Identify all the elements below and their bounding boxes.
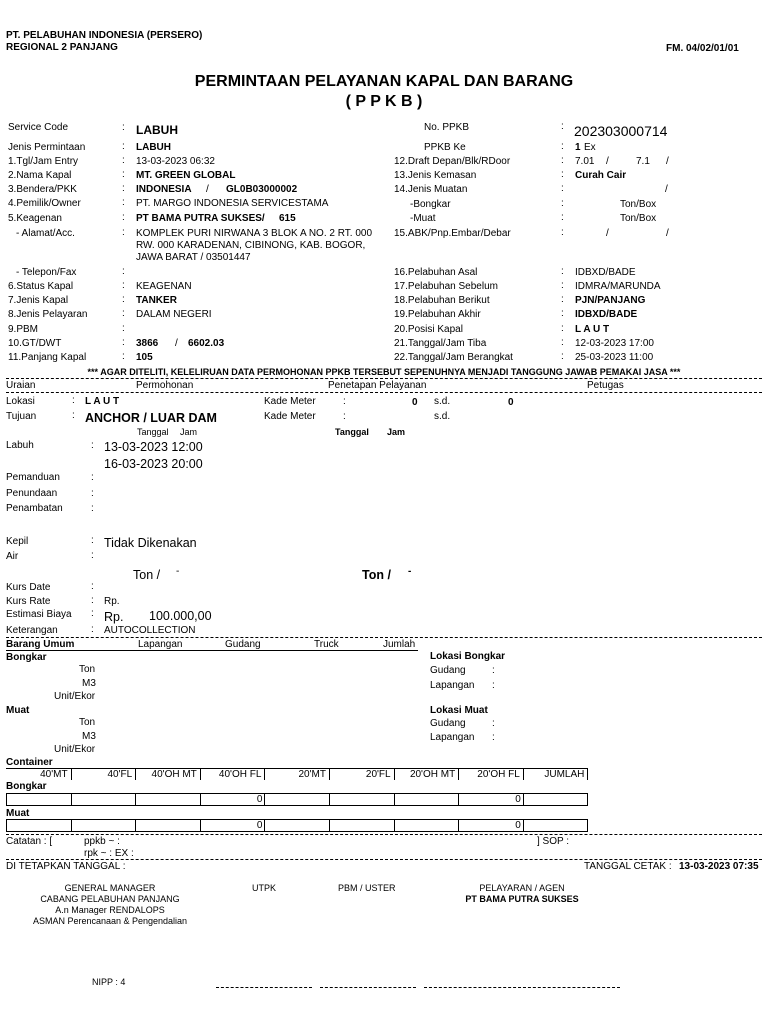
unit-m3: M3 — [82, 678, 96, 689]
region-name: REGIONAL 2 PANJANG — [6, 42, 118, 53]
pel-berikut-value: PJN/PANJANG — [575, 295, 646, 306]
container-cell: 0 — [515, 794, 521, 805]
colon: : — [561, 183, 564, 194]
keagenan-code: 615 — [279, 213, 296, 224]
gt-dwt-label: 10.GT/DWT — [8, 338, 62, 349]
posisi-value: L A U T — [575, 324, 610, 335]
column-divider — [135, 819, 136, 832]
column-divider — [135, 793, 136, 806]
estimasi-currency: Rp. — [104, 610, 124, 624]
pkk-value: GL0B03000002 — [226, 184, 298, 195]
labuh-end: 16-03-2023 20:00 — [104, 457, 203, 471]
column-divider — [71, 768, 72, 780]
container-header-cell: 20'FL — [365, 769, 391, 780]
no-ppkb-label: No. PPKB — [424, 122, 470, 133]
container-header-cell: 40'MT — [40, 769, 68, 780]
gm-branch: CABANG PELABUHAN PANJANG — [40, 894, 180, 904]
air-dash-penetapan: - — [408, 566, 412, 577]
signature-line-agen — [424, 987, 620, 988]
kepil-value: Tidak Dikenakan — [104, 536, 197, 550]
colon: : — [122, 197, 125, 208]
truck-header: Truck — [314, 639, 339, 650]
signature-line-pbm — [320, 987, 416, 988]
colon: : — [561, 155, 564, 166]
bongkar-label: -Bongkar — [410, 199, 451, 210]
gm-title: GENERAL MANAGER — [64, 883, 156, 893]
column-divider — [523, 819, 524, 832]
container-header-cell: 40'OH MT — [151, 769, 197, 780]
agen-name: PT BAMA PUTRA SUKSES — [465, 894, 579, 904]
panjang-kapal-label: 11.Panjang Kapal — [8, 352, 87, 363]
column-divider — [264, 768, 265, 780]
separator: / — [665, 184, 668, 195]
sd-label: s.d. — [434, 396, 451, 407]
separator: / — [666, 228, 669, 239]
colon: : — [122, 141, 125, 152]
column-divider — [394, 819, 395, 832]
colon: : — [561, 141, 564, 152]
air-ton-penetapan: Ton / — [362, 568, 391, 582]
colon: : — [91, 581, 94, 592]
container-header-cell: 40'FL — [107, 769, 133, 780]
alamat-line-2: RW. 000 KARADENAN, CIBINONG, KAB. BOGOR, — [136, 240, 366, 251]
colon: : — [122, 183, 125, 194]
air-ton-permohonan: Ton / — [133, 568, 161, 582]
draft-depan: 7.01 — [575, 156, 595, 167]
pel-asal-value: IDBXD/BADE — [575, 267, 636, 278]
unit-ton: Ton — [79, 664, 96, 675]
colon: : — [72, 395, 75, 406]
colon: : — [72, 410, 75, 421]
container-header-cell: 20'MT — [298, 769, 326, 780]
colon: : — [492, 718, 495, 729]
jenis-permintaan-value: LABUH — [136, 142, 171, 153]
tanggal-header: Tanggal — [137, 427, 169, 437]
unit-ekor: Unit/Ekor — [54, 691, 96, 702]
colon: : — [561, 121, 564, 132]
service-code-value: LABUH — [136, 123, 178, 137]
tanggal-cetak-label: TANGGAL CETAK : — [584, 861, 672, 872]
muat-label: -Muat — [410, 213, 436, 224]
colon: : — [561, 323, 564, 334]
container-header-cell: JUMLAH — [544, 769, 585, 780]
column-divider — [458, 768, 459, 780]
colon: : — [91, 595, 94, 606]
company-name: PT. PELABUHAN INDONESIA (PERSERO) — [6, 30, 203, 41]
divider — [6, 834, 762, 835]
nipp-label: NIPP : 4 — [92, 977, 126, 987]
container-cell: 0 — [256, 820, 263, 831]
no-ppkb-value: 202303000714 — [574, 123, 668, 139]
colon: : — [343, 411, 346, 422]
column-divider — [394, 768, 395, 780]
labuh-label: Labuh — [6, 440, 34, 451]
column-divider — [71, 793, 72, 806]
colon: : — [561, 212, 564, 223]
kade-meter-label: Kade Meter — [264, 396, 316, 407]
permohonan-header: Permohonan — [136, 380, 194, 391]
bongkar-unit: Ton/Box — [620, 199, 657, 210]
muat-title: Muat — [6, 705, 30, 716]
column-divider — [264, 819, 265, 832]
colon: : — [492, 732, 495, 743]
jam-header-penetapan: Jam — [387, 427, 406, 437]
tanggal-header-penetapan: Tanggal — [335, 427, 369, 437]
labuh-start: 13-03-2023 12:00 — [104, 440, 203, 454]
tgl-entry-value: 13-03-2023 06:32 — [136, 156, 215, 167]
colon: : — [122, 280, 125, 291]
colon: : — [122, 294, 125, 305]
colon: : — [343, 396, 346, 407]
kade-meter-from: 0 — [412, 397, 418, 408]
colon: : — [91, 608, 94, 619]
column-divider — [200, 768, 201, 780]
nama-kapal-value: MT. GREEN GLOBAL — [136, 170, 236, 181]
separator: / — [606, 228, 609, 239]
jumlah-header: Jumlah — [383, 639, 416, 650]
berangkat-value: 25-03-2023 11:00 — [575, 352, 654, 363]
lokasi-bongkar-title: Lokasi Bongkar — [430, 651, 506, 662]
jam-header: Jam — [180, 427, 198, 437]
column-divider — [523, 793, 524, 806]
ppkb-note: ppkb ~ : — [84, 836, 120, 847]
gm-asman: ASMAN Perencanaan & Pengendalian — [32, 916, 188, 926]
kurs-date-label: Kurs Date — [6, 582, 51, 593]
colon: : — [122, 337, 125, 348]
uraian-header: Uraian — [6, 380, 36, 391]
gm-an: A.n Manager RENDALOPS — [55, 905, 165, 915]
alamat-line-1: KOMPLEK PURI NIRWANA 3 BLOK A NO. 2 RT. 000 — [136, 228, 373, 239]
tiba-value: 12-03-2023 17:00 — [575, 338, 654, 349]
document-subtitle: ( P P K B ) — [345, 93, 423, 110]
colon: : — [91, 535, 94, 546]
form-number: FM. 04/02/01/01 — [666, 43, 739, 54]
column-divider — [135, 768, 136, 780]
service-code-label: Service Code — [8, 122, 69, 133]
colon: : — [122, 169, 125, 180]
column-divider — [329, 793, 330, 806]
signature-line-utpk — [216, 987, 312, 988]
separator: / — [606, 156, 609, 167]
ditetapkan-label: DI TETAPKAN TANGGAL : — [6, 861, 126, 872]
utpk-title: UTPK — [252, 883, 277, 893]
colon: : — [122, 351, 125, 362]
unit-ton: Ton — [79, 717, 96, 728]
agen-title: PELAYARAN / AGEN — [479, 883, 565, 893]
abk-label: 15.ABK/Pnp.Embar/Debar — [394, 228, 511, 239]
kade-meter-to: 0 — [508, 397, 514, 408]
bongkar-title: Bongkar — [6, 652, 47, 663]
tgl-entry-label: 1.Tgl/Jam Entry — [8, 156, 79, 167]
sop-note: ] SOP : — [537, 836, 570, 847]
pel-akhir-value: IDBXD/BADE — [575, 309, 638, 320]
status-kapal-value: KEAGENAN — [136, 281, 192, 292]
kurs-rate-label: Kurs Rate — [6, 596, 51, 607]
kemasan-value: Curah Cair — [575, 170, 627, 181]
pel-sebelum-value: IDMRA/MARUNDA — [575, 281, 661, 292]
notice-banner: *** AGAR DITELITI, KELELIRUAN DATA PERMOHONAN PPKB TERSEBUT SEPENUHNYA MENJADI TANGGUNG JAWAB PEMAKAI JASA *** — [87, 367, 681, 377]
lokasi-label: Lokasi — [6, 396, 35, 407]
separator: / — [175, 338, 178, 349]
pel-sebelum-label: 17.Pelabuhan Sebelum — [394, 281, 498, 292]
gudang-header: Gudang — [225, 639, 261, 650]
colon: : — [91, 440, 94, 451]
divider — [6, 637, 762, 638]
colon: : — [122, 266, 125, 277]
pbm-label: 9.PBM — [8, 324, 39, 335]
telepon-label: - Telepon/Fax — [16, 267, 77, 278]
muatan-label: 14.Jenis Muatan — [394, 184, 468, 195]
unit-m3: M3 — [82, 731, 96, 742]
container-header-cell: 20'OH FL — [477, 769, 520, 780]
tujuan-label: Tujuan — [6, 411, 37, 422]
rpk-note: rpk ~ : EX : — [84, 848, 134, 859]
colon: : — [561, 266, 564, 277]
tujuan-value: ANCHOR / LUAR DAM — [85, 411, 217, 425]
pel-asal-label: 16.Pelabuhan Asal — [394, 267, 478, 278]
colon: : — [91, 488, 94, 499]
kurs-rate-currency: Rp. — [104, 596, 120, 607]
ppkb-ke-suffix: Ex — [584, 142, 596, 153]
colon: : — [91, 503, 94, 514]
container-title: Container — [6, 757, 53, 768]
container-cell: 0 — [256, 794, 263, 805]
gudang-label: Gudang — [430, 718, 466, 729]
pbm-uster-title: PBM / USTER — [338, 883, 396, 893]
colon: : — [561, 351, 564, 362]
draft-label: 12.Draft Depan/Blk/RDoor — [394, 156, 511, 167]
colon: : — [122, 308, 125, 319]
colon: : — [492, 665, 495, 676]
draft-belakang: 7.1 — [636, 156, 650, 167]
penundaan-label: Penundaan — [6, 488, 58, 499]
colon: : — [492, 680, 495, 691]
kemasan-label: 13.Jenis Kemasan — [394, 170, 477, 181]
divider — [6, 392, 762, 393]
bendera-value: INDONESIA — [136, 184, 192, 195]
penetapan-header: Penetapan Pelayanan — [328, 380, 427, 391]
separator: / — [666, 156, 669, 167]
catatan-label: Catatan : [ — [6, 836, 53, 847]
column-divider — [71, 819, 72, 832]
air-dash-permohonan: - — [176, 566, 180, 577]
lapangan-header: Lapangan — [138, 639, 183, 650]
dwt-value: 6602.03 — [188, 338, 225, 349]
jenis-kapal-value: TANKER — [136, 295, 177, 306]
pel-berikut-label: 18.Pelabuhan Berikut — [394, 295, 490, 306]
colon: : — [91, 624, 94, 635]
ppkb-ke-label: PPKB Ke — [424, 142, 466, 153]
lokasi-muat-title: Lokasi Muat — [430, 705, 488, 716]
ppkb-ke-value: 1 — [575, 142, 581, 153]
column-divider — [329, 768, 330, 780]
separator: / — [206, 184, 209, 195]
column-divider — [587, 768, 588, 780]
colon: : — [561, 308, 564, 319]
petugas-header: Petugas — [587, 380, 624, 391]
column-divider — [394, 793, 395, 806]
keagenan-value: PT BAMA PUTRA SUKSES/ — [136, 213, 265, 224]
lapangan-label: Lapangan — [430, 732, 475, 743]
colon: : — [561, 198, 564, 209]
container-header-cell: 20'OH MT — [409, 769, 456, 780]
gt-value: 3866 — [136, 338, 159, 349]
alamat-line-3: JAWA BARAT / 03501447 — [136, 252, 251, 263]
colon: : — [122, 212, 125, 223]
pemilik-value: PT. MARGO INDONESIA SERVICESTAMA — [136, 198, 329, 209]
lapangan-label: Lapangan — [430, 680, 475, 691]
container-bongkar-label: Bongkar — [6, 781, 47, 792]
muat-unit: Ton/Box — [620, 213, 657, 224]
jenis-permintaan-label: Jenis Permintaan — [8, 142, 86, 153]
jenis-kapal-label: 7.Jenis Kapal — [8, 295, 69, 306]
penambatan-label: Penambatan — [6, 503, 63, 514]
status-kapal-label: 6.Status Kapal — [8, 281, 74, 292]
gudang-label: Gudang — [430, 665, 466, 676]
column-divider — [523, 768, 524, 780]
barang-umum-title: Barang Umum — [6, 639, 75, 650]
pemilik-label: 4.Pemilik/Owner — [8, 198, 81, 209]
lokasi-value: L A U T — [85, 396, 120, 407]
colon: : — [561, 227, 564, 238]
column-divider — [329, 819, 330, 832]
container-muat-label: Muat — [6, 808, 30, 819]
divider — [6, 650, 418, 651]
air-label: Air — [6, 551, 19, 562]
jenis-pelayaran-value: DALAM NEGERI — [136, 309, 212, 320]
keagenan-label: 5.Keagenan — [8, 213, 62, 224]
unit-ekor: Unit/Ekor — [54, 744, 96, 755]
keterangan-value: AUTOCOLLECTION — [104, 625, 196, 636]
estimasi-value: 100.000,00 — [149, 609, 212, 623]
sd-label: s.d. — [434, 411, 451, 422]
colon: : — [122, 323, 125, 334]
document-title: PERMINTAAN PELAYANAN KAPAL DAN BARANG — [194, 73, 574, 90]
keterangan-label: Keterangan — [6, 625, 58, 636]
pemanduan-label: Pemanduan — [6, 472, 60, 483]
colon: : — [91, 550, 94, 561]
pel-akhir-label: 19.Pelabuhan Akhir — [394, 309, 481, 320]
container-cell: 0 — [515, 820, 521, 831]
colon: : — [561, 169, 564, 180]
bendera-label: 3.Bendera/PKK — [8, 184, 77, 195]
panjang-kapal-value: 105 — [136, 352, 153, 363]
column-divider — [264, 793, 265, 806]
nama-kapal-label: 2.Nama Kapal — [8, 170, 72, 181]
alamat-label: - Alamat/Acc. — [16, 228, 75, 239]
colon: : — [561, 294, 564, 305]
colon: : — [122, 122, 125, 133]
jenis-pelayaran-label: 8.Jenis Pelayaran — [8, 309, 88, 320]
kepil-label: Kepil — [6, 536, 29, 547]
berangkat-label: 22.Tanggal/Jam Berangkat — [394, 352, 513, 363]
posisi-label: 20.Posisi Kapal — [394, 324, 463, 335]
estimasi-label: Estimasi Biaya — [6, 609, 72, 620]
divider — [6, 859, 762, 860]
tanggal-cetak-value: 13-03-2023 07:35 — [679, 861, 759, 872]
colon: : — [561, 280, 564, 291]
tiba-label: 21.Tanggal/Jam Tiba — [394, 338, 487, 349]
colon: : — [122, 227, 125, 238]
container-header-cell: 40'OH FL — [218, 769, 262, 780]
colon: : — [91, 472, 94, 483]
colon: : — [561, 337, 564, 348]
kade-meter-label: Kade Meter — [264, 411, 316, 422]
divider — [6, 378, 762, 379]
colon: : — [122, 155, 125, 166]
